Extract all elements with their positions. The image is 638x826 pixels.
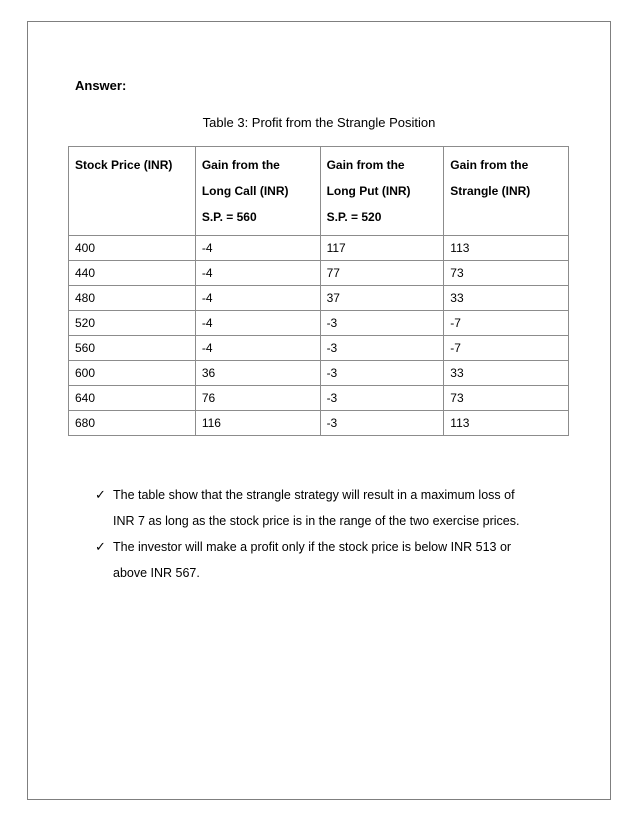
cell-stock-price: 600 xyxy=(69,361,196,386)
header-line: Stock Price (INR) xyxy=(75,158,173,172)
header-stock-price xyxy=(69,147,196,236)
cell-stock-price: 480 xyxy=(69,286,196,311)
cell-long-put: -3 xyxy=(320,311,444,336)
cell-strangle: 73 xyxy=(444,386,569,411)
header-line: Strangle (INR) xyxy=(450,184,531,198)
header-long-put xyxy=(320,147,444,236)
cell-strangle: -7 xyxy=(444,336,569,361)
header-line: Gain from the xyxy=(326,158,405,172)
header-line: Long Put (INR) xyxy=(326,184,411,198)
cell-long-put: -3 xyxy=(320,361,444,386)
table-header-row xyxy=(69,147,569,236)
cell-long-put: -3 xyxy=(320,386,444,411)
table-row xyxy=(69,336,569,361)
cell-stock-price: 640 xyxy=(69,386,196,411)
cell-strangle: 33 xyxy=(444,286,569,311)
bullet-line: The investor will make a profit only if the stock price is below INR 513 or xyxy=(113,540,512,554)
answer-label: Answer: xyxy=(75,78,127,93)
bullet-line: The table show that the strangle strategy will result in a maximum loss of xyxy=(113,488,515,502)
cell-long-call: -4 xyxy=(195,261,320,286)
cell-long-call: -4 xyxy=(195,311,320,336)
header-line: Gain from the xyxy=(201,158,280,172)
cell-strangle: 113 xyxy=(444,236,569,261)
bullet-line: above INR 567. xyxy=(113,566,200,580)
checkmark-icon: ✓ xyxy=(95,487,106,502)
bullet-item xyxy=(95,482,565,534)
table-row xyxy=(69,361,569,386)
cell-strangle: 73 xyxy=(444,261,569,286)
header-line: S.P. = 520 xyxy=(326,210,382,224)
header-line: Gain from the xyxy=(450,158,529,172)
cell-stock-price: 520 xyxy=(69,311,196,336)
cell-stock-price: 440 xyxy=(69,261,196,286)
cell-long-call: -4 xyxy=(195,336,320,361)
cell-stock-price: 560 xyxy=(69,336,196,361)
table-caption: Table 3: Profit from the Strangle Position xyxy=(202,115,436,130)
cell-long-call: -4 xyxy=(195,236,320,261)
cell-long-call: 36 xyxy=(195,361,320,386)
table-row xyxy=(69,411,569,436)
header-long-call xyxy=(195,147,320,236)
bullet-line: INR 7 as long as the stock price is in the range of the two exercise prices. xyxy=(113,514,520,528)
header-line: Long Call (INR) xyxy=(201,184,289,198)
strangle-profit-table xyxy=(68,146,569,436)
conclusion-bullets xyxy=(95,482,565,586)
table-row xyxy=(69,236,569,261)
cell-long-call: 76 xyxy=(195,386,320,411)
cell-long-call: 116 xyxy=(195,411,320,436)
cell-long-put: 117 xyxy=(320,236,444,261)
header-line: S.P. = 560 xyxy=(201,210,257,224)
table-row xyxy=(69,311,569,336)
cell-strangle: -7 xyxy=(444,311,569,336)
bullet-item xyxy=(95,534,565,586)
cell-long-put: 37 xyxy=(320,286,444,311)
cell-strangle: 33 xyxy=(444,361,569,386)
cell-strangle: 113 xyxy=(444,411,569,436)
cell-long-put: -3 xyxy=(320,336,444,361)
cell-long-put: 77 xyxy=(320,261,444,286)
table-row xyxy=(69,386,569,411)
table-row xyxy=(69,286,569,311)
cell-stock-price: 400 xyxy=(69,236,196,261)
cell-long-put: -3 xyxy=(320,411,444,436)
table-row xyxy=(69,261,569,286)
cell-stock-price: 680 xyxy=(69,411,196,436)
checkmark-icon: ✓ xyxy=(95,539,106,554)
cell-long-call: -4 xyxy=(195,286,320,311)
header-strangle xyxy=(444,147,569,236)
